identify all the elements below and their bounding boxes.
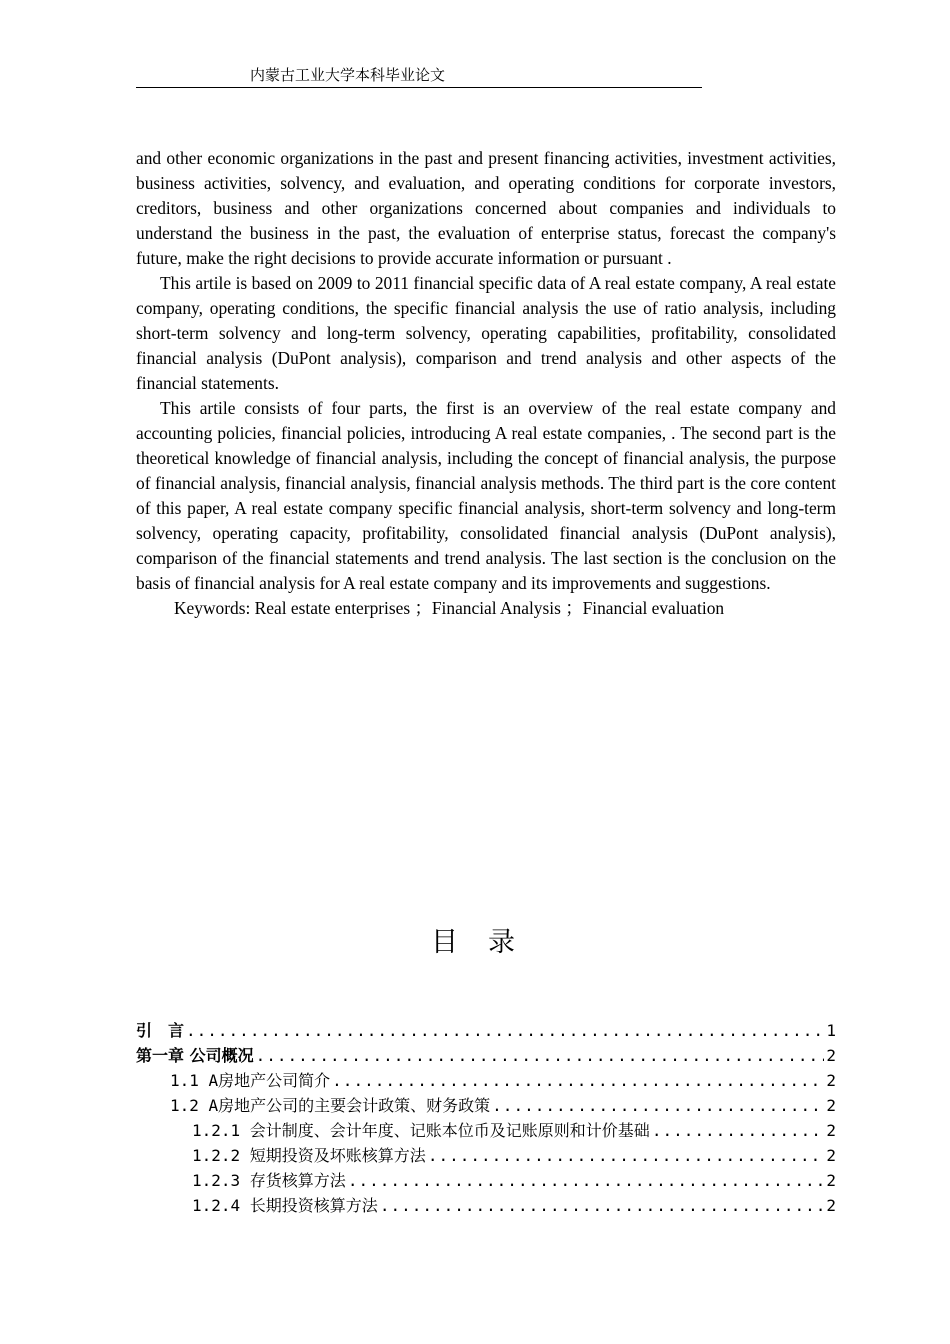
- toc-page-number: 2: [826, 1146, 836, 1165]
- toc-page-number: 2: [826, 1171, 836, 1190]
- toc-entry-1-2-1[interactable]: [136, 1118, 836, 1143]
- toc-entry-1-2-2[interactable]: [136, 1143, 836, 1168]
- toc-page-number: 2: [826, 1096, 836, 1115]
- toc-page-number: 2: [826, 1121, 836, 1140]
- toc-title: 目录: [431, 927, 545, 958]
- toc-dot-leader: [186, 1018, 824, 1043]
- toc-dot-leader: [348, 1168, 825, 1193]
- toc-page-number: 2: [826, 1071, 836, 1090]
- header-title: 内蒙古工业大学本科毕业论文: [250, 68, 446, 84]
- toc-page-number: 2: [826, 1046, 836, 1065]
- toc-dot-leader: [428, 1143, 825, 1168]
- toc-page-number: 2: [826, 1196, 836, 1215]
- toc-entry-label: 第一章 公司概况: [136, 1046, 254, 1065]
- toc-dot-leader: [652, 1118, 825, 1143]
- abstract-section: [136, 146, 836, 621]
- abstract-paragraph: This artile is based on 2009 to 2011 financial specific data of A real estate company, A real estate company, operating conditions, the specific financial analysis the use of ratio analysis, including short-term solvency and long-term solvency, operating capabilities, profitability, consolidated financial analysis (DuPont analysis), comparison and trend analysis and other aspects of the financial statements.: [136, 273, 836, 393]
- toc-page-number: 1: [826, 1021, 836, 1040]
- toc-entry-label: 引 言: [136, 1021, 185, 1040]
- toc-entry-chapter-1[interactable]: [136, 1043, 836, 1068]
- toc-entry-label: 1.2.2 短期投资及坏账核算方法: [192, 1146, 426, 1165]
- toc-entry-1-2-4[interactable]: [136, 1193, 836, 1218]
- toc-entry-1-2-3[interactable]: [136, 1168, 836, 1193]
- toc-entry-label: 1.2.4 长期投资核算方法: [192, 1196, 378, 1215]
- toc-dot-leader: [492, 1093, 824, 1118]
- page-header: [136, 66, 702, 88]
- toc-entry-introduction[interactable]: [136, 1018, 836, 1043]
- toc-entry-label: 1.2 A房地产公司的主要会计政策、财务政策: [170, 1096, 491, 1115]
- abstract-paragraph: and other economic organizations in the past and present financing activities, investment activities, business activities, solvency, and evaluation, and operating conditions for corporate investors, creditors, business and other organizations concerned about companies and individuals to understand the business in the past, the evaluation of enterprise status, forecast the company's future, make the right decisions to provide accurate information or pursuant .: [136, 148, 836, 268]
- toc-entry-label: 1.2.1 会计制度、会计年度、记账本位币及记账原则和计价基础: [192, 1121, 650, 1140]
- toc-entry-label: 1.1 A房地产公司简介: [170, 1071, 331, 1090]
- abstract-paragraph: This artile consists of four parts, the first is an overview of the real estate company and accounting policies, financial policies, introducing A real estate companies, . The second part is the theoretical knowledge of financial analysis, including the concept of financial analysis, the purpose of financial analysis, financial analysis, financial analysis methods. The third part is the core content of this paper, A real estate company specific financial analysis, short-term solvency and long-term solvency, operating capacity, profitability, consolidated financial analysis (DuPont analysis), comparison of the financial statements and trend analysis. The last section is the conclusion on the basis of financial analysis for A real estate company and its improvements and suggestions.: [136, 398, 836, 593]
- table-of-contents: [136, 1018, 836, 1218]
- toc-dot-leader: [380, 1193, 825, 1218]
- toc-entry-label: 1.2.3 存货核算方法: [192, 1171, 346, 1190]
- toc-entry-1-2[interactable]: [136, 1093, 836, 1118]
- keywords-line: Keywords: Real estate enterprises ；Financial Analysis ；Financial evaluation: [174, 598, 725, 618]
- toc-dot-leader: [332, 1068, 824, 1093]
- toc-dot-leader: [256, 1043, 825, 1068]
- toc-entry-1-1[interactable]: [136, 1068, 836, 1093]
